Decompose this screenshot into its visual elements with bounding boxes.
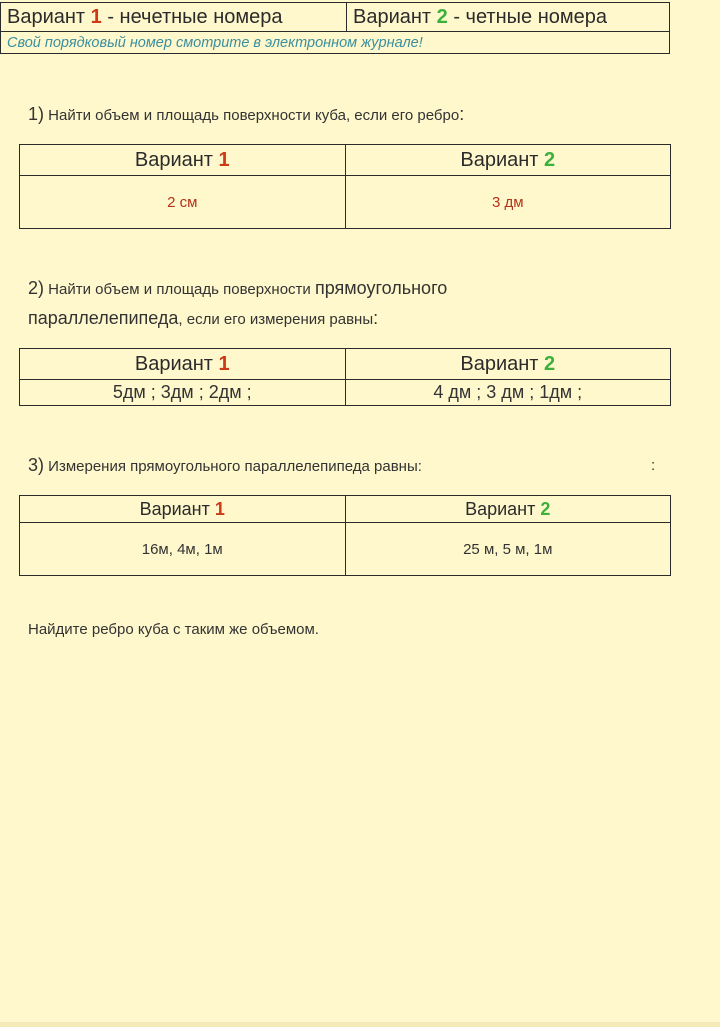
task3-header-variant2: Вариант 2	[345, 496, 671, 523]
task1-number: 1)	[28, 104, 45, 124]
task1-value-variant1: 2 см	[20, 176, 346, 229]
task3-value-variant1: 16м, 4м, 1м	[20, 523, 346, 576]
header-variant2-number: 2	[436, 5, 448, 28]
header-variant1-label: Вариант	[7, 5, 91, 28]
task3-header-variant1: Вариант 1	[20, 496, 346, 523]
task2-colon: :	[373, 308, 379, 328]
header-variant1-desc: - нечетные номера	[101, 5, 283, 28]
header-variant2-cell	[347, 3, 670, 32]
task3-text	[28, 455, 422, 476]
task2-statement-a: Найти объем и площадь поверхности	[44, 281, 315, 298]
task2-word-rect: прямоугольного	[314, 278, 448, 298]
header-variant2-label: Вариант	[353, 5, 437, 28]
task3-question: Найдите ребро куба с таким же объемом.	[28, 621, 319, 638]
task3-statement: Измерения прямоугольного параллелепипеда равны:	[44, 458, 422, 475]
task2-number: 2)	[28, 278, 45, 298]
task1-header-variant1: Вариант 1	[20, 145, 346, 176]
task3-number: 3)	[28, 455, 45, 475]
journal-note: Свой порядковый номер смотрите в электронном журнале!	[1, 32, 670, 54]
task2-value-variant1: 5дм ; 3дм ; 2дм ;	[20, 380, 346, 406]
header-variant2-desc: - четные номера	[447, 5, 607, 28]
task2-text-line1	[28, 278, 447, 299]
header-variant1-cell	[1, 3, 347, 32]
task2-statement-b: , если его измерения равны	[178, 311, 374, 328]
header-variant1-number: 1	[90, 5, 102, 28]
task2-text-line2	[28, 308, 378, 329]
task3-stray-colon: :	[651, 457, 656, 474]
page-bottom-edge	[0, 1022, 720, 1027]
task1-table	[19, 144, 671, 229]
task2-value-variant2: 4 дм ; 3 дм ; 1дм ;	[345, 380, 671, 406]
task1-header-variant2: Вариант 2	[345, 145, 671, 176]
task2-word-parallelepiped: параллелепипеда	[28, 308, 179, 328]
task2-header-variant2: Вариант 2	[345, 349, 671, 380]
task1-value-variant2: 3 дм	[345, 176, 671, 229]
task3-table	[19, 495, 671, 576]
task3-value-variant2: 25 м, 5 м, 1м	[345, 523, 671, 576]
variant-header-table	[0, 2, 670, 54]
task2-header-variant1: Вариант 1	[20, 349, 346, 380]
task1-statement: Найти объем и площадь поверхности куба, если его ребро	[44, 107, 460, 124]
task2-table	[19, 348, 671, 406]
task1-colon: :	[459, 104, 465, 124]
task1-text	[28, 104, 464, 125]
